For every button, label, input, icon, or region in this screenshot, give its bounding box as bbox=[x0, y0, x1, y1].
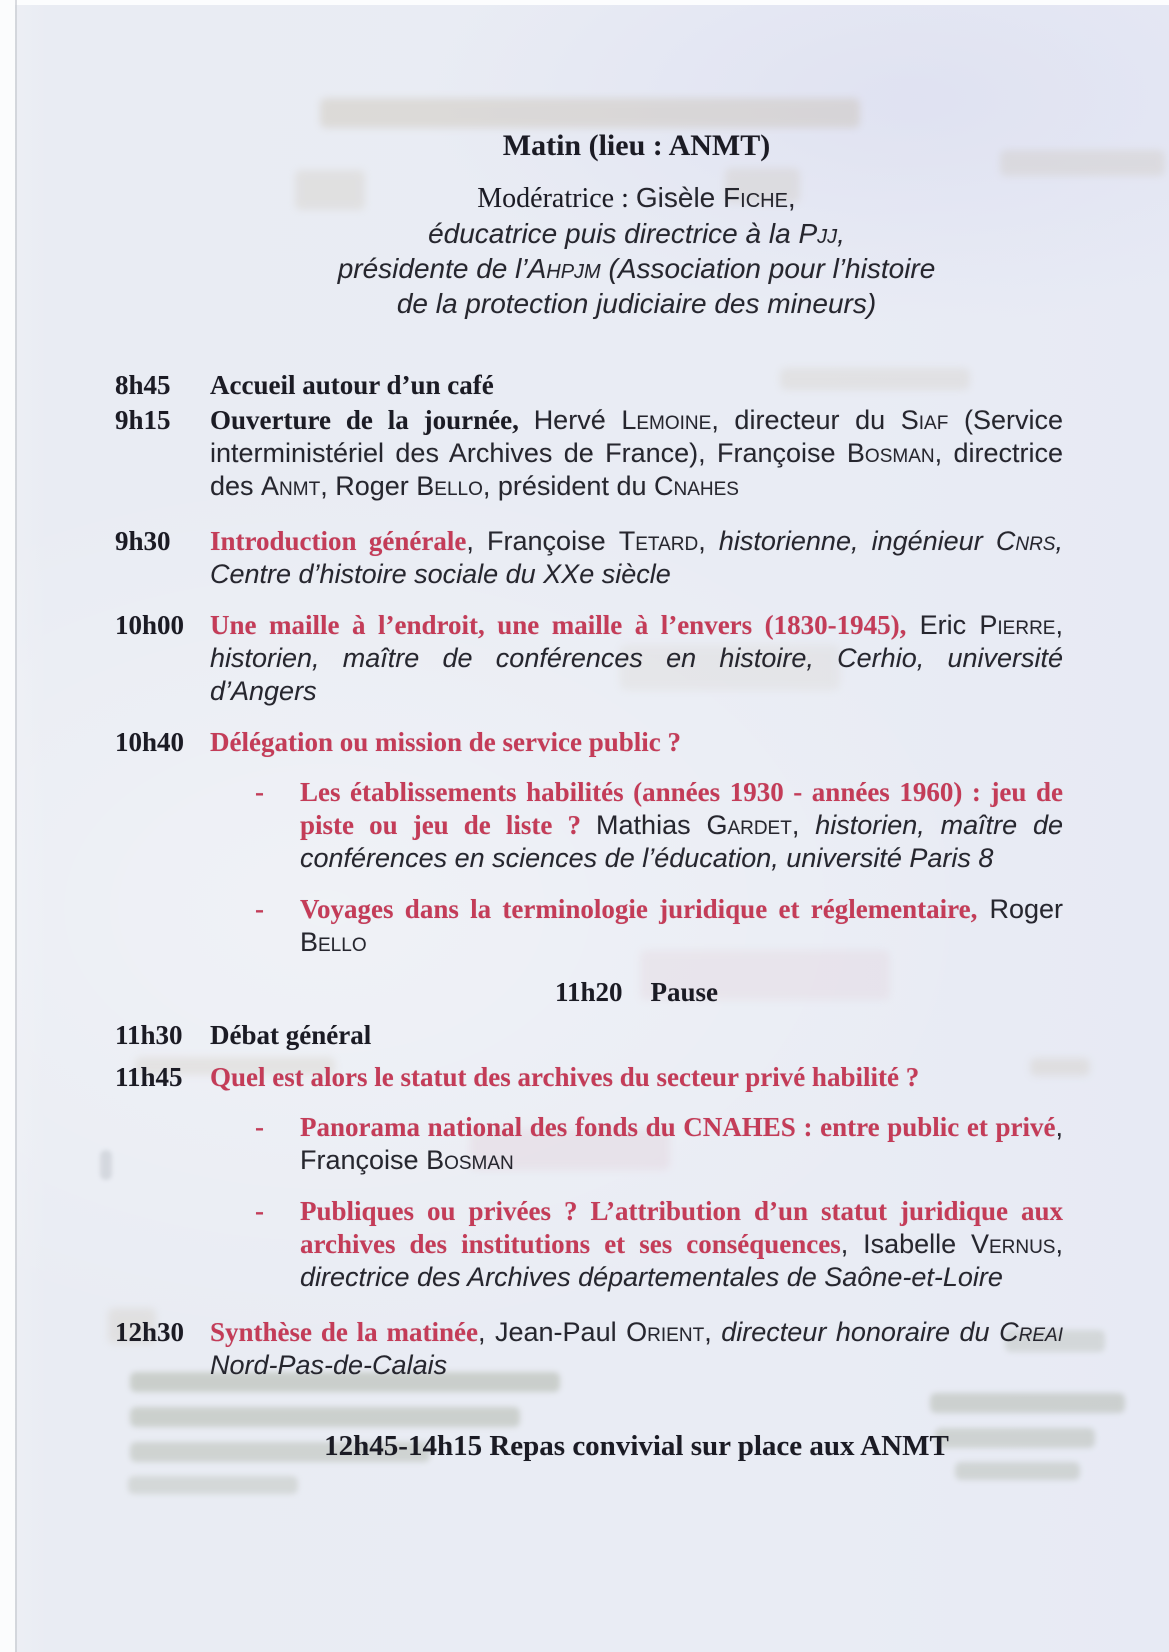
page-title: Matin (lieu : ANMT) bbox=[502, 129, 771, 162]
text-segment: , Françoise bbox=[466, 526, 619, 556]
pause-label: Pause bbox=[650, 977, 719, 1007]
schedule-row-10h00 bbox=[115, 609, 1063, 708]
moderator-line bbox=[210, 251, 1063, 286]
text-segment: Synthèse de la matinée bbox=[210, 1317, 478, 1347]
text-segment: Siaf bbox=[900, 405, 949, 435]
text-segment: historienne, ingénieur bbox=[718, 526, 996, 556]
bullet-text bbox=[300, 776, 1063, 875]
text-segment: Cnrs bbox=[995, 526, 1056, 556]
text-segment: Publiques ou privées ? L’attribution d’un statut juridique aux archives des institutions et ses conséquences bbox=[300, 1196, 1063, 1259]
text-segment: Une maille à l’endroit, une maille à l’envers (1830-1945), bbox=[210, 610, 907, 640]
session-time: 9h30 bbox=[115, 526, 171, 556]
text-segment: de la protection judiciaire des mineurs) bbox=[396, 288, 877, 319]
session-time: 9h15 bbox=[115, 405, 171, 435]
text-segment: Modératrice : bbox=[477, 183, 636, 214]
text-segment: Bello bbox=[300, 927, 367, 957]
text-segment: Ahpjm bbox=[527, 253, 601, 284]
session-text bbox=[210, 1316, 1063, 1382]
text-segment: Creai bbox=[999, 1317, 1063, 1347]
text-segment: Bello bbox=[416, 471, 483, 501]
pause-row bbox=[210, 976, 1063, 1009]
bullet-item bbox=[210, 1111, 1063, 1177]
bullet-item bbox=[210, 776, 1063, 875]
text-segment: Orient bbox=[626, 1317, 705, 1347]
schedule-row-10h40 bbox=[115, 726, 1063, 959]
text-segment: Bosman bbox=[426, 1145, 514, 1175]
bullet-item bbox=[210, 1195, 1063, 1294]
text-segment: Ouverture de la journée, bbox=[210, 405, 534, 435]
text-segment: historien, maître de conférences en histoire, Cerhio, université d’Angers bbox=[210, 643, 1063, 706]
text-segment: , bbox=[791, 810, 816, 840]
text-segment: Bosman bbox=[846, 438, 935, 468]
text-segment: directrice des Archives départementales de Saône-et-Loire bbox=[300, 1262, 1003, 1292]
lunch-note: 12h45-14h15 Repas convivial sur place aux ANMT bbox=[324, 1430, 949, 1462]
schedule-row-12h30 bbox=[115, 1316, 1063, 1382]
text-segment: directeur honoraire du bbox=[721, 1317, 1000, 1347]
pause-time: 11h20 bbox=[554, 977, 623, 1007]
session-text bbox=[210, 404, 1063, 503]
session-text bbox=[210, 1061, 1063, 1094]
session-time: 11h30 bbox=[115, 1020, 183, 1050]
moderator-line bbox=[210, 216, 1063, 251]
session-content bbox=[210, 404, 1063, 503]
session-bullets bbox=[210, 776, 1063, 959]
text-segment: Pierre bbox=[979, 610, 1056, 640]
text-segment: Mathias bbox=[596, 810, 707, 840]
session-content bbox=[210, 726, 1063, 959]
text-segment: Anmt bbox=[261, 471, 321, 501]
session-time: 10h00 bbox=[115, 610, 185, 640]
text-segment: , directrice des bbox=[210, 438, 1063, 501]
text-segment: , bbox=[1055, 1229, 1063, 1259]
bullet-dash: - bbox=[255, 894, 264, 924]
text-segment: Hervé bbox=[533, 405, 622, 435]
bullet-item bbox=[210, 893, 1063, 959]
bullet-text bbox=[300, 1195, 1063, 1294]
session-text bbox=[210, 726, 1063, 759]
schedule-list bbox=[115, 369, 1063, 1382]
session-content bbox=[210, 1316, 1063, 1382]
session-content bbox=[210, 1019, 1063, 1052]
text-segment: historien, maître de conférences en sciences de l’éducation, université Paris 8 bbox=[300, 810, 1063, 873]
text-segment: , Roger bbox=[320, 471, 417, 501]
schedule-row-9h30 bbox=[115, 525, 1063, 591]
text-segment: Pjj bbox=[798, 218, 838, 249]
schedule-row-9h15 bbox=[115, 404, 1063, 503]
schedule-row-8h45 bbox=[115, 369, 1063, 402]
session-time: 11h45 bbox=[115, 1062, 183, 1092]
schedule-row-11h45 bbox=[115, 1061, 1063, 1294]
session-bullets bbox=[210, 1111, 1063, 1294]
text-segment: Eric bbox=[906, 610, 980, 640]
text-segment: , bbox=[1055, 610, 1063, 640]
text-segment: Gardet bbox=[706, 810, 792, 840]
session-content bbox=[210, 1061, 1063, 1294]
text-segment: , bbox=[704, 1317, 722, 1347]
text-segment: Gisèle bbox=[635, 182, 724, 213]
text-segment: Les établissements habilités (années 1930 - années 1960) : jeu de piste ou jeu de liste ? bbox=[300, 777, 1063, 840]
text-segment: Roger bbox=[977, 894, 1063, 924]
text-segment: , Françoise bbox=[300, 1112, 1063, 1175]
text-segment: Cnahes bbox=[654, 471, 739, 501]
bullet-text bbox=[300, 893, 1063, 959]
schedule-row-11h30 bbox=[115, 1019, 1063, 1052]
bullet-text bbox=[300, 1111, 1063, 1177]
text-segment: , directeur du bbox=[711, 405, 901, 435]
session-text bbox=[210, 609, 1063, 708]
text-segment: , Isabelle bbox=[840, 1229, 971, 1259]
text-segment: , bbox=[837, 218, 845, 249]
text-segment: Vernus bbox=[970, 1229, 1056, 1259]
session-content bbox=[210, 609, 1063, 708]
session-time: 12h30 bbox=[115, 1317, 185, 1347]
text-segment: (Service interministériel des Archives de France), Françoise bbox=[210, 405, 1063, 468]
session-time: 8h45 bbox=[115, 370, 171, 400]
moderator-line bbox=[210, 286, 1063, 321]
session-text bbox=[210, 1019, 1063, 1052]
session-text bbox=[210, 525, 1063, 591]
text-segment: Lemoine bbox=[621, 405, 712, 435]
session-time: 10h40 bbox=[115, 727, 185, 757]
text-segment: (Association pour l’histoire bbox=[600, 253, 936, 284]
session-content bbox=[210, 525, 1063, 591]
session-text bbox=[210, 369, 1063, 402]
text-segment: Introduction générale bbox=[210, 526, 467, 556]
moderator-block bbox=[210, 180, 1063, 321]
text-segment: Accueil autour d’un café bbox=[210, 370, 494, 400]
bullet-dash: - bbox=[255, 777, 264, 807]
text-segment: Débat général bbox=[210, 1020, 372, 1050]
text-segment: , bbox=[787, 182, 796, 213]
text-segment: , bbox=[698, 526, 719, 556]
moderator-line bbox=[210, 180, 1063, 216]
text-segment: Quel est alors le statut des archives du secteur privé habilité ? bbox=[210, 1062, 920, 1092]
session-content bbox=[210, 369, 1063, 402]
text-segment: Nord-Pas-de-Calais bbox=[210, 1350, 448, 1380]
text-segment: Tetard bbox=[618, 526, 699, 556]
text-segment: , Centre d’histoire sociale du XXe siècle bbox=[210, 526, 1063, 589]
text-segment: Fiche bbox=[723, 182, 788, 213]
text-segment: Panorama national des fonds du CNAHES : entre public et privé bbox=[300, 1112, 1056, 1142]
text-segment: éducatrice puis directrice à la bbox=[428, 218, 799, 249]
text-segment: Voyages dans la terminologie juridique et réglementaire, bbox=[300, 894, 978, 924]
bullet-dash: - bbox=[255, 1196, 264, 1226]
text-segment: Délégation ou mission de service public ? bbox=[210, 727, 681, 757]
text-segment: présidente de l’ bbox=[337, 253, 528, 284]
text-segment: , Jean-Paul bbox=[477, 1317, 627, 1347]
bullet-dash: - bbox=[255, 1112, 264, 1142]
text-segment: , président du bbox=[482, 471, 654, 501]
